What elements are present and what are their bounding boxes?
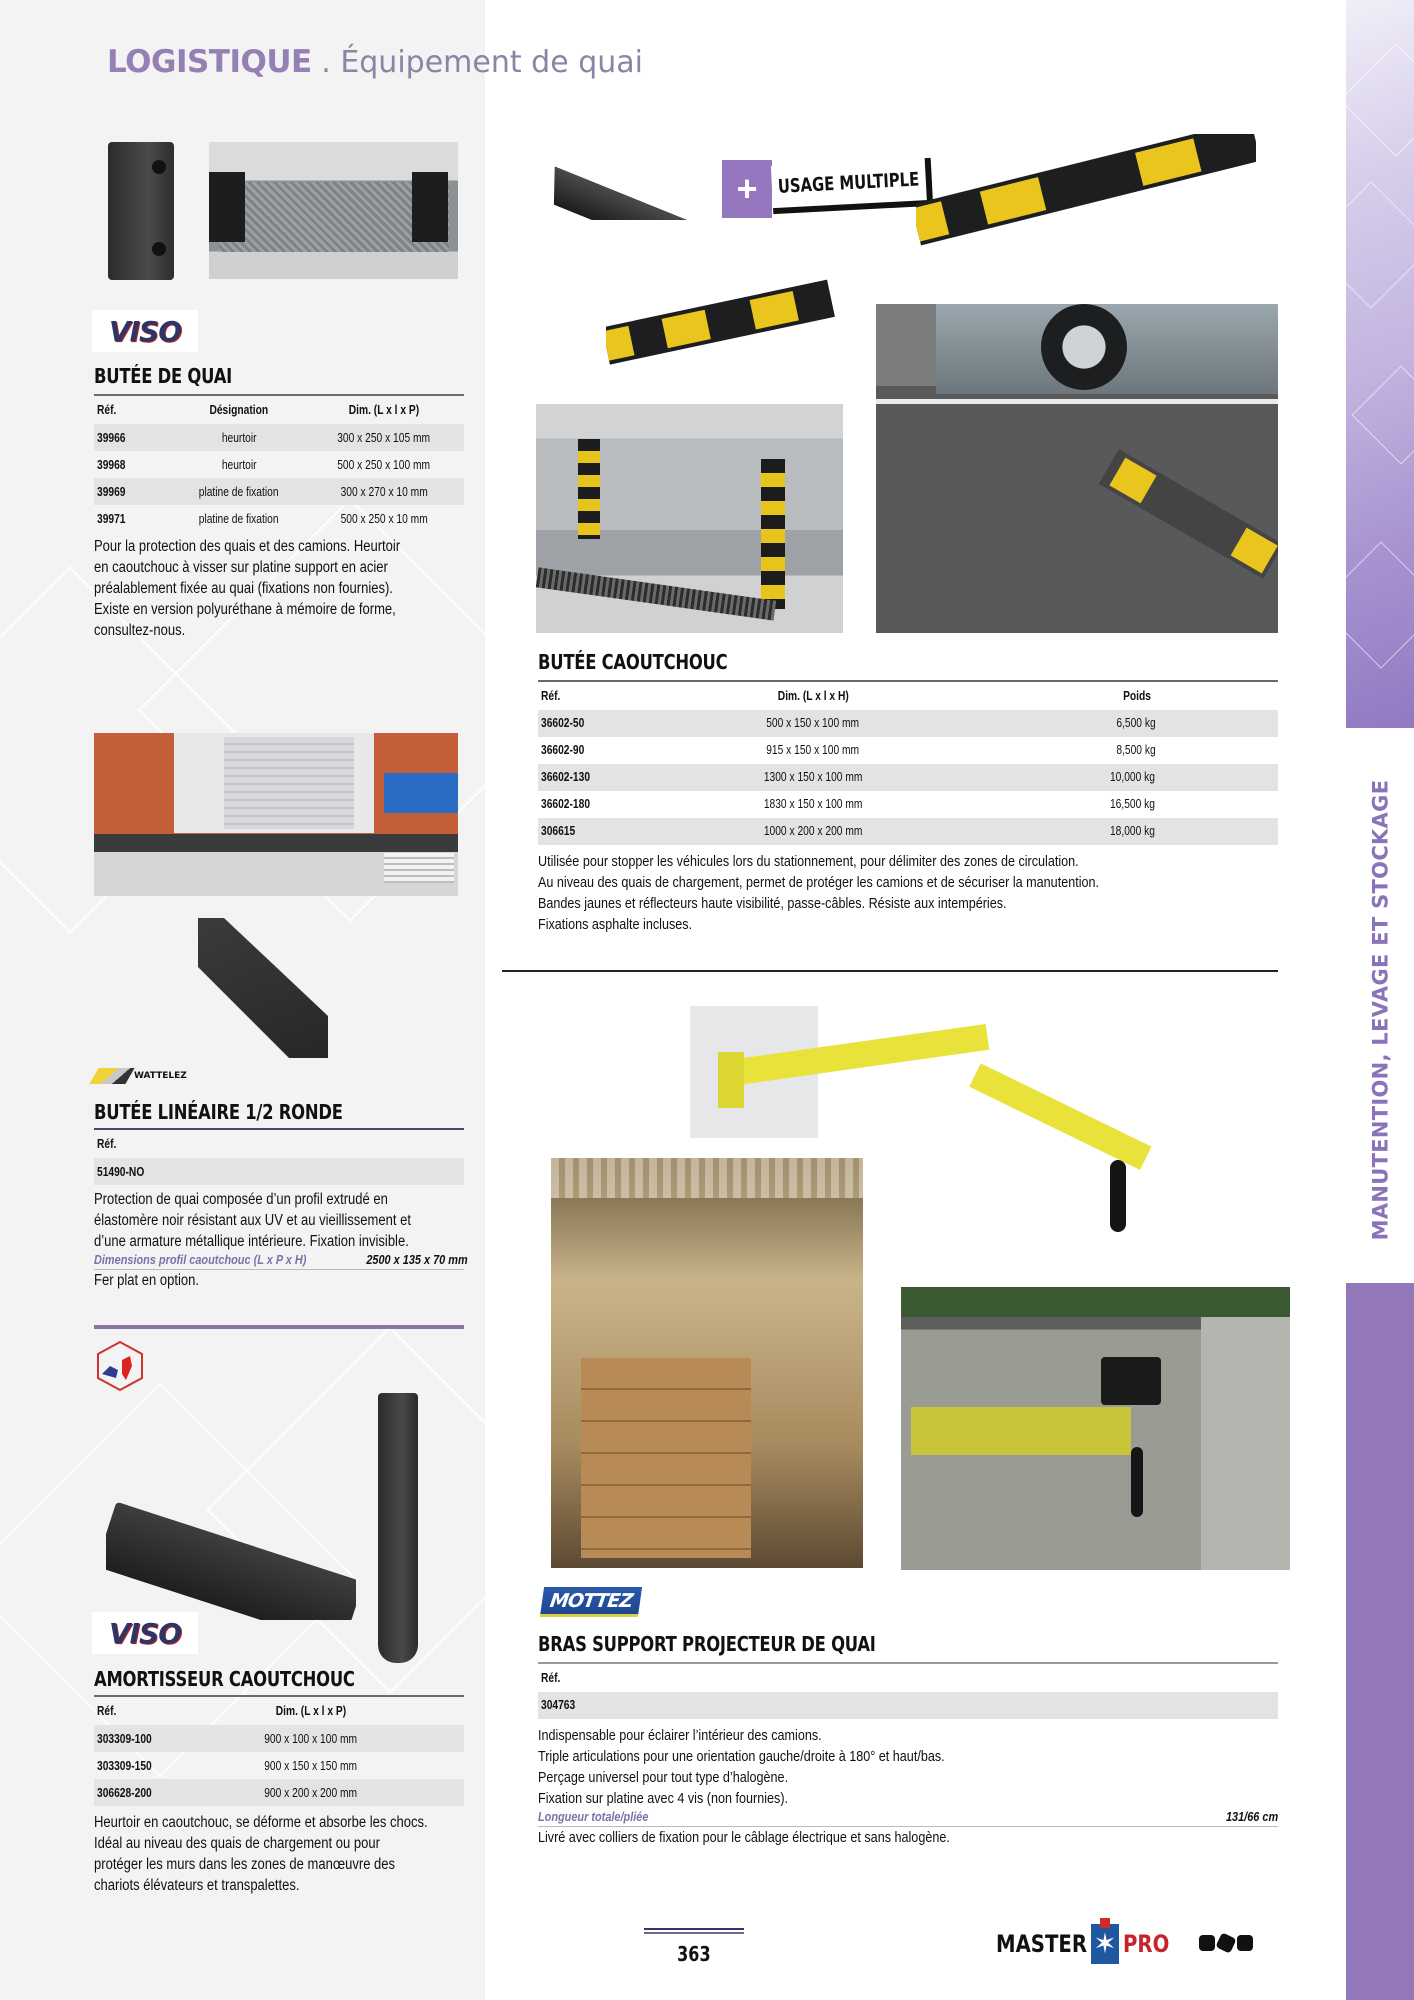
brand-logo-viso: VISO (92, 310, 198, 352)
subsection-title: Équipement de quai (340, 45, 643, 80)
table-row: 306615 1000 x 200 x 200 mm 18,000 kg (538, 818, 1278, 845)
product-image-wheel-stop-long (916, 134, 1256, 264)
table-row: 303309-150 900 x 150 x 150 mm (97, 1758, 357, 1773)
table-row: 36602-130 1300 x 150 x 100 mm 10,000 kg (538, 764, 1278, 791)
made-in-france-badge (96, 1340, 144, 1392)
table-row: 306628-200 900 x 200 x 200 mm (94, 1779, 464, 1806)
spec-table: Réf. 51490-NO (94, 1130, 464, 1185)
product-image-wheel-stop-small (548, 145, 718, 220)
table-row: 51490-NO (94, 1158, 464, 1185)
product-title: BUTÉE CAOUTCHOUC (538, 650, 728, 674)
spec-table: Réf. Désignation Dim. (L x l x P) 39966 heurtoir 300 x 250 x 105 mm 39968 heurtoir 500 x 250 x 100 mm 39969 platine de fixation 300 x 270 x 10 mm 39971 platine de fixation 500 x 250 x 10 mm (94, 396, 464, 532)
table-row: 36602-180 1830 x 150 x 100 mm 16,500 kg (541, 797, 1156, 811)
product-image-parking-stops (876, 304, 1278, 633)
side-tab[interactable] (1346, 760, 1414, 1260)
product-image-half-round-profile (198, 918, 338, 1066)
star-icon: ✶ (1091, 1924, 1119, 1964)
table-row: 39969 platine de fixation 300 x 270 x 10 mm (94, 478, 464, 505)
table-row: 39966 heurtoir 300 x 250 x 105 mm (94, 424, 464, 451)
page-number-rule (644, 1928, 744, 1934)
product-image-container-loading (551, 1158, 863, 1568)
section-divider (94, 1325, 464, 1329)
brand-logo-wattelez: WATTELEZ (94, 1068, 187, 1084)
product-description: Indispensable pour éclairer l’intérieur des camions. Triple articulations pour une orientation gauche/droite à 180° et haut/bas. Perçage universel pour tout type d’halogène. Fixation sur platine avec 4 vis (non fournies). (538, 1726, 945, 1807)
section-divider (502, 970, 1278, 972)
product-image-arm-with-floodlight (901, 1287, 1290, 1570)
page-title (107, 44, 643, 80)
side-tab-decoration (1346, 0, 1414, 728)
brand-dots-icon (1199, 1935, 1253, 1951)
usage-multiple-badge: + USAGE MULTIPLE (722, 150, 934, 230)
product-description: Pour la protection des quais et des camions. Heurtoir en caoutchouc à visser sur platine support en acier préalablement fixée au quai (fixations non fournies). Existe en version polyuréthane à mémoire de forme, consultez-nous. (94, 538, 401, 639)
spec-table: Réf. Dim. (L x l x P) 303309-100 900 x 100 x 100 mm 303309-150 900 x 150 x 150 mm 306628-200 900 x 200 x 200 mm (94, 1697, 464, 1806)
product-description: Utilisée pour stopper les véhicules lors du stationnement, pour délimiter des zones de circulation. Au niveau des quais de chargement, permet de protéger les camions et de sécuriser la manutention. Bandes jaunes et réflecteurs haute visibilité, passe-câbles. Résiste aux intempéries. Fixations asphalte incluses. (538, 852, 1100, 933)
product-image-heurtoir (108, 142, 174, 280)
table-row: 303309-100 900 x 100 x 100 mm (94, 1725, 464, 1752)
table-row: 36602-50 500 x 150 x 100 mm 6,500 kg (538, 710, 1278, 737)
title-separator: . (311, 45, 341, 80)
section-title: LOGISTIQUE (107, 44, 312, 80)
product-amortisseur (94, 1667, 464, 1896)
spec-line-length: Longueur totale/pliée 131/66 cm (538, 1809, 1278, 1827)
table-row: 304763 (538, 1692, 1278, 1719)
product-image-dock-edge (94, 733, 458, 896)
product-butee-caoutchouc (538, 650, 1278, 935)
product-butee-lineaire (94, 1100, 468, 1291)
product-bras-support (538, 1632, 1278, 1848)
product-image-dock-with-stops (536, 404, 843, 633)
product-description: Heurtoir en caoutchouc, se déforme et absorbe les chocs. Idéal au niveau des quais de chargement ou pour protéger les murs dans les zones de manœuvre des chariots élévateurs et transpalettes. (94, 1814, 428, 1894)
brand-logo-mottez: MOTTEZ (540, 1587, 642, 1617)
product-image-dock-bumper-installed (209, 142, 458, 279)
spec-table: Réf. Dim. (L x l x H) Poids 36602-50 500 x 150 x 100 mm 6,500 kg 36602-90 915 x 150 x 100 mm 8,500 kg 36602-130 1300 x 150 x 100 mm 10,000 kg 36602-180 1830 x 150 x 100 mm 16,500 kg 306615 1000 x 200 x 200 mm 18,000 kg (538, 682, 1278, 845)
side-tab-label: MANUTENTION, LEVAGE ET STOCKAGE (1368, 779, 1392, 1241)
brand-logo-viso: VISO (92, 1612, 198, 1654)
product-image-rubber-buffer-horizontal (106, 1470, 356, 1620)
product-title: BRAS SUPPORT PROJECTEUR DE QUAI (538, 1632, 876, 1656)
spec-table: Réf. 304763 (538, 1664, 1278, 1719)
product-butee-de-quai (94, 364, 464, 641)
product-title: BUTÉE LINÉAIRE 1/2 RONDE (94, 1100, 343, 1124)
product-note: Fer plat en option. (94, 1272, 199, 1289)
product-image-rubber-buffer-vertical (378, 1393, 418, 1663)
masterpro-logo: MASTER ✶ PRO (976, 1924, 1179, 1964)
spec-line-dimensions: Dimensions profil caoutchouc (L x P x H) 2500 x 135 x 70 mm (94, 1252, 464, 1270)
product-note: Livré avec colliers de fixation pour le câblage électrique et sans halogène. (538, 1828, 950, 1846)
product-title: AMORTISSEUR CAOUTCHOUC (94, 1667, 355, 1691)
product-title: BUTÉE DE QUAI (94, 364, 233, 388)
plus-icon: + (722, 160, 772, 218)
table-row: 39971 platine de fixation 500 x 250 x 10 mm (97, 511, 428, 526)
page-number: 363 (644, 1928, 744, 1966)
table-row: 39968 heurtoir 500 x 250 x 100 mm (97, 457, 431, 472)
product-image-wheel-stop-medium (606, 275, 836, 365)
table-row: 36602-90 915 x 150 x 100 mm 8,500 kg (541, 743, 1156, 757)
product-description: Protection de quai composée d’un profil extrudé en élastomère noir résistant aux UV et au vieillissement et d’une armature métallique intérieure. Fixation invisible. (94, 1191, 411, 1250)
side-tab-bottom (1346, 1283, 1414, 2000)
